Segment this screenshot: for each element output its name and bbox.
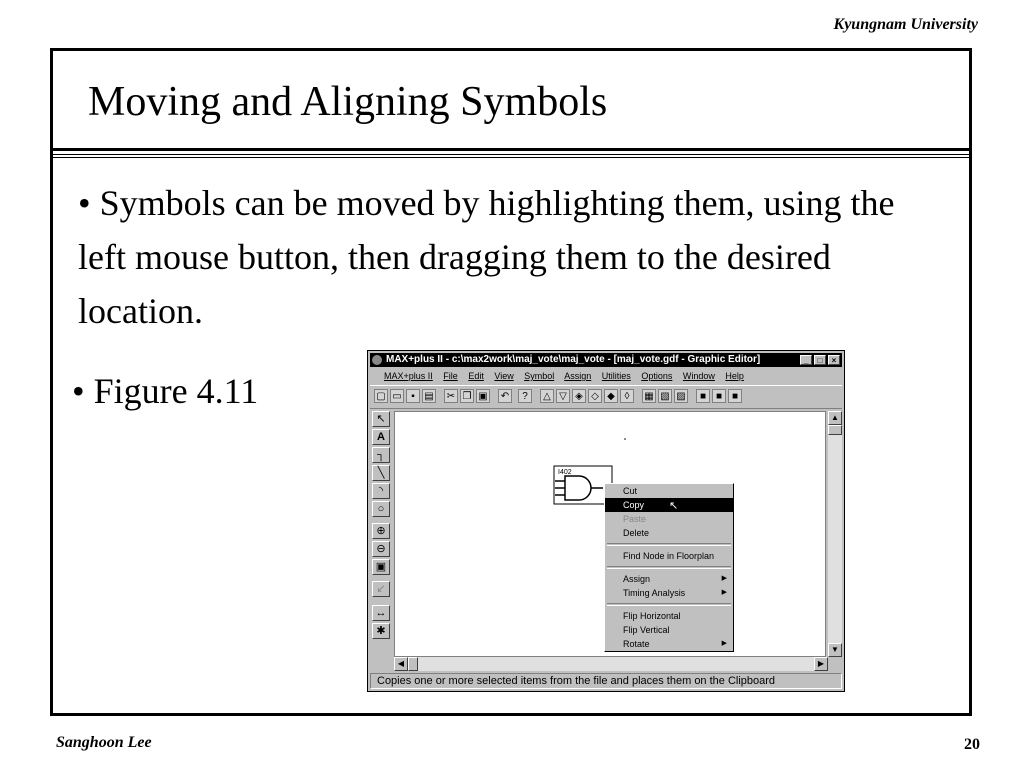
menu-item-find-node[interactable]: Find Node in Floorplan <box>623 551 715 561</box>
window-title-bar <box>370 353 842 367</box>
submenu-arrow-icon: ▶ <box>721 575 727 582</box>
copy-icon[interactable]: ❐ <box>460 389 474 403</box>
connection-on-icon[interactable]: ↔ <box>372 605 390 621</box>
menu-view[interactable]: View <box>494 371 514 381</box>
menu-item-rotate[interactable] <box>605 637 733 651</box>
and-gate-symbol <box>565 476 591 500</box>
scroll-thumb[interactable] <box>828 425 842 435</box>
menu-item-copy-label: Copy <box>623 500 645 510</box>
window-title: MAX+plus II - c:\max2work\maj_vote\maj_vote - [maj_vote.gdf - Graphic Editor] <box>386 354 761 365</box>
selection-arrow-icon[interactable]: ↖ <box>372 411 390 427</box>
hierarchy-up-icon[interactable]: △ <box>540 389 554 403</box>
menu-item-flip-horizontal[interactable]: Flip Horizontal <box>623 611 681 621</box>
close-icon[interactable]: × <box>828 355 840 365</box>
tool-palette <box>372 411 392 651</box>
undo-icon[interactable]: ↶ <box>498 389 512 403</box>
canvas-dot <box>624 438 626 440</box>
simulator-icon[interactable]: ◇ <box>588 389 602 403</box>
menu-help[interactable]: Help <box>725 371 744 381</box>
menu-item-cut[interactable]: Cut <box>623 486 638 496</box>
project-name-icon[interactable]: ▦ <box>642 389 656 403</box>
app-icon <box>372 355 382 365</box>
menu-item-assign[interactable] <box>605 572 733 586</box>
menu-item-delete[interactable]: Delete <box>623 528 650 538</box>
menu-separator <box>607 603 731 606</box>
rubberband-icon[interactable]: ↙ <box>372 581 390 597</box>
menu-bar <box>370 369 842 384</box>
menu-options[interactable]: Options <box>641 371 673 381</box>
fit-window-icon[interactable]: ▣ <box>372 559 390 575</box>
status-bar: Copies one or more selected items from the file and places them on the Clipboard <box>370 673 842 689</box>
save-compile-icon[interactable]: ■ <box>712 389 726 403</box>
slide-title: Moving and Aligning Symbols <box>88 79 608 125</box>
project-set-icon[interactable]: ▧ <box>658 389 672 403</box>
menu-symbol[interactable]: Symbol <box>524 371 555 381</box>
menu-item-flip-vertical[interactable]: Flip Vertical <box>623 625 670 635</box>
timing-analyzer-icon[interactable]: ◆ <box>604 389 618 403</box>
save-icon[interactable]: ▪ <box>406 389 420 403</box>
project-save-icon[interactable]: ▨ <box>674 389 688 403</box>
programmer-icon[interactable]: ◊ <box>620 389 634 403</box>
institution-name: Kyungnam University <box>833 16 978 33</box>
maximize-icon[interactable]: □ <box>814 355 826 365</box>
print-icon[interactable]: ▤ <box>422 389 436 403</box>
orthogonal-line-icon[interactable]: ┐ <box>372 447 390 463</box>
scroll-left-icon[interactable]: ◀ <box>394 657 408 671</box>
scroll-up-icon[interactable]: ▲ <box>828 411 842 425</box>
submenu-arrow-icon: ▶ <box>721 589 727 596</box>
title-divider-thin <box>53 154 969 155</box>
connection-off-icon[interactable]: ✱ <box>372 623 390 639</box>
compiler-icon[interactable]: ◈ <box>572 389 586 403</box>
paste-icon[interactable]: ▣ <box>476 389 490 403</box>
horizontal-scrollbar[interactable] <box>394 657 828 671</box>
menu-item-assign-label: Assign <box>623 574 651 584</box>
menu-item-paste[interactable]: Paste <box>623 514 647 524</box>
arc-tool-icon[interactable]: ◝ <box>372 483 390 499</box>
open-file-icon[interactable]: ▭ <box>390 389 404 403</box>
bullet-point-1: • Symbols can be moved by highlighting them, using the left mouse button, then dragging them to the desired location. <box>78 183 895 331</box>
minimize-icon[interactable]: _ <box>800 355 812 365</box>
title-divider <box>53 148 969 151</box>
circle-tool-icon[interactable]: ○ <box>372 501 390 517</box>
scroll-right-icon[interactable]: ▶ <box>814 657 828 671</box>
submenu-arrow-icon: ▶ <box>721 640 727 647</box>
menu-separator <box>607 566 731 569</box>
menu-edit[interactable]: Edit <box>468 371 484 381</box>
title-divider-thin-2 <box>53 157 969 158</box>
symbol-instance-label: I402 <box>558 469 572 476</box>
menu-item-timing-label: Timing Analysis <box>623 588 686 598</box>
menu-utilities[interactable]: Utilities <box>601 371 631 381</box>
toolbar <box>370 385 842 409</box>
vertical-scrollbar[interactable] <box>828 411 842 657</box>
text-tool-icon[interactable]: A <box>372 429 390 445</box>
menu-file[interactable]: File <box>443 371 458 381</box>
context-menu <box>604 483 734 652</box>
menu-assign[interactable]: Assign <box>564 371 592 381</box>
menu-maxplus[interactable]: MAX+plus II <box>384 371 433 381</box>
hscroll-thumb[interactable] <box>408 657 418 671</box>
zoom-out-icon[interactable]: ⊖ <box>372 541 390 557</box>
graphic-editor-window <box>367 350 845 692</box>
zoom-in-icon[interactable]: ⊕ <box>372 523 390 539</box>
menu-item-copy[interactable] <box>605 498 733 512</box>
mouse-cursor-icon: ↖ <box>669 500 679 512</box>
scroll-down-icon[interactable]: ▼ <box>828 643 842 657</box>
save-simulate-icon[interactable]: ■ <box>728 389 742 403</box>
menu-window[interactable]: Window <box>682 371 715 381</box>
hierarchy-down-icon[interactable]: ▽ <box>556 389 570 403</box>
cut-icon[interactable]: ✂ <box>444 389 458 403</box>
help-pointer-icon[interactable]: ? <box>518 389 532 403</box>
author-name: Sanghoon Lee <box>56 734 152 751</box>
menu-item-timing-analysis[interactable] <box>605 586 733 600</box>
new-file-icon[interactable]: ▢ <box>374 389 388 403</box>
bullet-point-2: • Figure 4.11 <box>72 371 259 411</box>
diagonal-line-icon[interactable]: ╲ <box>372 465 390 481</box>
save-check-icon[interactable]: ■ <box>696 389 710 403</box>
menu-separator <box>607 543 731 546</box>
menu-item-rotate-label: Rotate <box>623 639 650 649</box>
page-number: 20 <box>964 736 980 753</box>
